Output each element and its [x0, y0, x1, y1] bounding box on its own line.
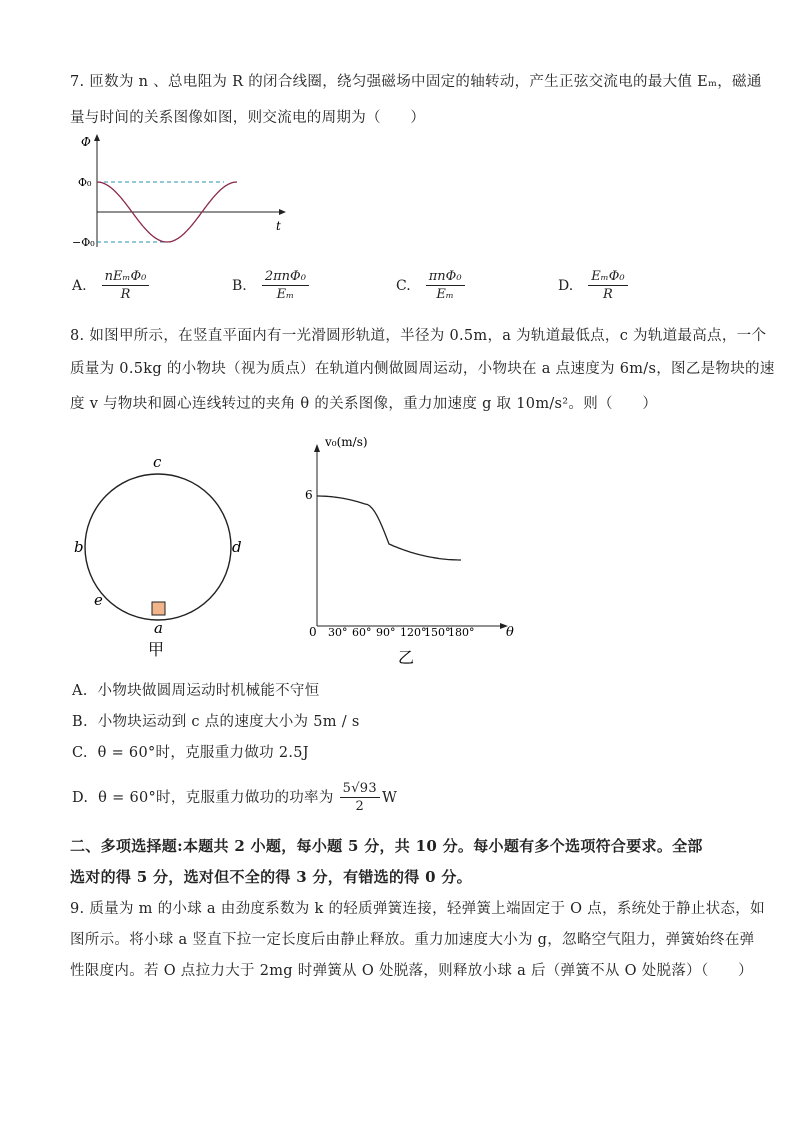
q8-point-c: c	[153, 453, 162, 471]
q8-point-e: e	[94, 591, 103, 609]
q8-x-tick: 60°	[352, 626, 372, 639]
q8-block	[152, 602, 165, 615]
q7-y-arrow	[94, 134, 100, 141]
section2-line1: 二、多项选择题:本题共 2 小题，每小题 5 分，共 10 分。每小题有多个选项符合要求。全部	[70, 837, 703, 855]
q8-x-label: θ	[506, 625, 514, 640]
q7-line1: 7. 匝数为 n 、总电阻为 R 的闭合线圈，绕匀强磁场中固定的轴转动，产生正弦交流电的最大值 Eₘ，磁通	[70, 74, 762, 90]
q8-origin: 0	[309, 625, 317, 639]
q7-line2: 量与时间的关系图像如图，则交流电的周期为（ ）	[70, 110, 426, 126]
q9-line1: 9. 质量为 m 的小球 a 由劲度系数为 k 的轻质弹簧连接，轻弹簧上端固定于 O 点，系统处于静止状态，如	[70, 901, 765, 917]
q7-y-label: Φ	[81, 135, 91, 149]
q8-x-tick: 90°	[376, 626, 396, 639]
q8-x-tick: 150°	[424, 626, 451, 639]
q8-point-d: d	[232, 538, 242, 556]
q7-option-b[interactable]: B. $\frac{\text{2πnΦ₀}}{\text{Eₘ}}$	[232, 268, 309, 303]
q8-point-a: a	[154, 619, 163, 637]
section2-line2: 选对的得 5 分，选对但不全的得 3 分，有错选的得 0 分。	[70, 868, 472, 886]
q8-fig-a-caption: 甲	[148, 640, 165, 659]
q8-y-arrow	[314, 444, 320, 452]
q7-pos-label: Φ₀	[78, 176, 92, 189]
q8-x-tick: 180°	[448, 626, 475, 639]
q8-x-tick: 120°	[400, 626, 427, 639]
q9-line2: 图所示。将小球 a 竖直下拉一定长度后由静止释放。重力加速度大小为 g，忽略空气阻力，弹簧始终在弹	[70, 932, 755, 948]
q7-x-label: t	[276, 219, 281, 233]
q9-line3: 性限度内。若 O 点拉力大于 2mg 时弹簧从 O 处脱落，则释放小球 a 后（弹簧不从 O 处脱落）（ ）	[70, 963, 753, 979]
q7-option-c[interactable]: C. $\frac{\text{πnΦ₀}}{\text{Eₘ}}$	[396, 268, 465, 303]
q8-line3: 度 v 与物块和圆心连线转过的夹角 θ 的关系图像，重力加速度 g 取 10m/s²。则（ ）	[70, 396, 658, 412]
q7-x-arrow	[279, 209, 286, 215]
q8-line1: 8. 如图甲所示，在竖直平面内有一光滑圆形轨道，半径为 0.5m，a 为轨道最低点，c 为轨道最高点，一个	[70, 328, 767, 344]
q8-option-c[interactable]: C. θ = 60°时，克服重力做功 2.5J	[72, 745, 309, 761]
q7-neg-label: −Φ₀	[72, 236, 95, 249]
q8-x-tick: 30°	[328, 626, 348, 639]
q8-track-circle	[85, 474, 231, 620]
q8-option-b[interactable]: B. 小物块运动到 c 点的速度大小为 5m / s	[72, 714, 360, 730]
q8-point-b: b	[74, 538, 84, 556]
q8-y-tick-6: 6	[305, 488, 313, 502]
q8-fig-b-caption: 乙	[398, 648, 415, 667]
q7-option-d[interactable]: D. $\frac{\text{EₘΦ₀}}{R}$	[558, 268, 628, 303]
q7-option-a[interactable]: A. $\frac{\text{nEₘΦ₀}}{R}$	[72, 268, 149, 303]
q8-line2: 质量为 0.5kg 的小物块（视为质点）在轨道内侧做圆周运动，小物块在 a 点速度为 6m/s，图乙是物块的速	[70, 361, 775, 377]
q8-fig-b	[300, 430, 530, 670]
q8-fig-a	[60, 445, 260, 660]
q8-y-label: v₀(m/s)	[325, 435, 368, 449]
q8-option-d[interactable]: D. θ = 60°时，克服重力做功的功率为 $\frac{5√93}{2}$ W	[72, 781, 398, 814]
q8-speed-curve	[317, 496, 461, 560]
q8-option-a[interactable]: A. 小物块做圆周运动时机械能不守恒	[72, 683, 320, 699]
q7-flux-graph	[72, 132, 292, 252]
